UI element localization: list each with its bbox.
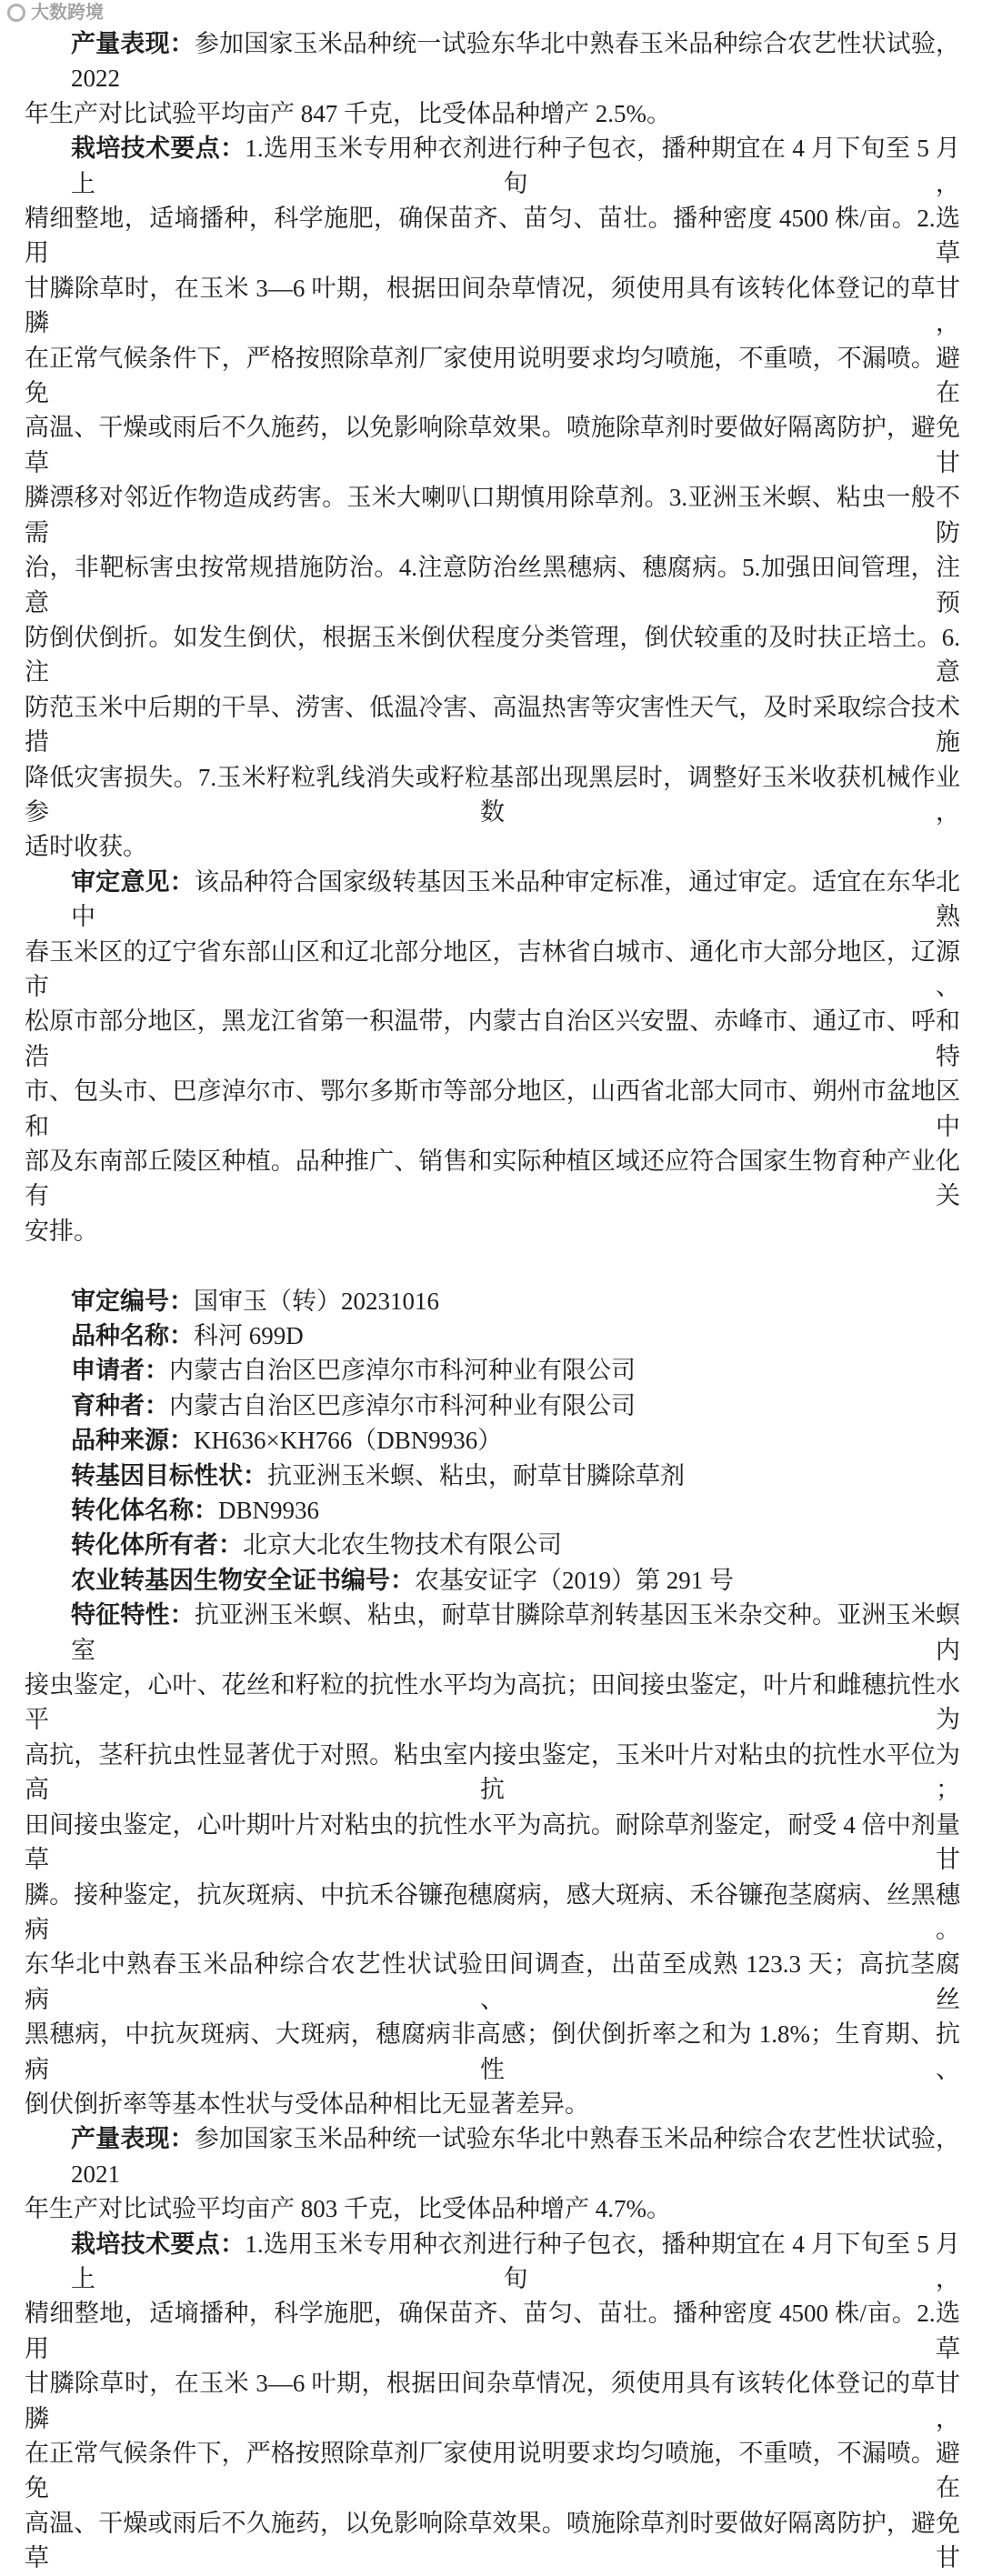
field-value: 内蒙古自治区巴彦淖尔市科河种业有限公司 xyxy=(169,1357,636,1385)
text-line xyxy=(25,1808,960,1878)
text-line xyxy=(25,131,960,201)
field-value: 北京大北农生物技术有限公司 xyxy=(243,1531,562,1559)
paragraph-text: 田间接虫鉴定，心叶期叶片对粘虫的抗性水平为高抗。耐除草剂鉴定，耐受 4 倍中剂量草甘 xyxy=(25,1810,960,1874)
paragraph-text: 精细整地，适墒播种，科学施肥，确保苗齐、苗匀、苗壮。播种密度 4500 株/亩。2.选用草 xyxy=(25,205,960,267)
watermark xyxy=(7,1,104,25)
info-field xyxy=(25,1423,960,1458)
text-line xyxy=(25,550,960,620)
field-value: 科河 699D xyxy=(194,1322,304,1350)
paragraph-text: 松原市部分地区，黑龙江省第一积温带，内蒙古自治区兴安盟、赤峰市、通辽市、呼和浩特 xyxy=(25,1007,960,1070)
paragraph-text: 适时收获。 xyxy=(25,833,147,861)
watermark-text: 大数跨境 xyxy=(31,3,104,23)
paragraph-text: 1.选用玉米专用种衣剂进行种子包衣，播种期宜在 4 月下旬至 5 月上旬， xyxy=(71,135,961,197)
paragraph-text: 甘膦除草时，在玉米 3—6 叶期，根据田间杂草情况，须使用具有该转化体登记的草甘膦， xyxy=(25,274,960,337)
text-line xyxy=(25,480,960,550)
paragraph-label: 审定意见： xyxy=(71,867,195,896)
paragraph-text: 东华北中熟春玉米品种综合农艺性状试验田间调查，出苗至成熟 123.3 天；高抗茎腐病、丝 xyxy=(25,1950,960,2013)
field-label: 育种者： xyxy=(71,1391,169,1419)
text-line xyxy=(25,2366,960,2436)
field-value: 抗亚洲玉米螟、粘虫，耐草甘膦除草剂 xyxy=(267,1461,685,1489)
paragraph-text: 治，非靶标害虫按常规措施防治。4.注意防治丝黑穗病、穗腐病。5.加强田间管理，注意预 xyxy=(25,554,960,616)
text-line xyxy=(25,96,960,131)
paragraph-label: 栽培技术要点： xyxy=(71,2230,246,2258)
paragraph-text: 该品种符合国家级转基因玉米品种审定标准，通过审定。适宜在东华北中熟 xyxy=(71,867,961,931)
info-field xyxy=(25,1353,960,1388)
paragraph-text: 防倒伏倒折。如发生倒伏，根据玉米倒伏程度分类管理，倒伏较重的及时扶正培土。6.注意 xyxy=(25,623,960,687)
field-label: 品种来源： xyxy=(71,1427,194,1455)
field-value: KH636×KH766（DBN9936） xyxy=(194,1427,503,1455)
section-spacer xyxy=(25,1248,960,1283)
paragraph-text: 接虫鉴定，心叶、花丝和籽粒的抗性水平均为高抗；田间接虫鉴定，叶片和雌穗抗性水平为 xyxy=(25,1671,960,1734)
text-line xyxy=(25,1738,960,1808)
text-line xyxy=(25,620,960,690)
info-field xyxy=(25,1318,960,1353)
info-field xyxy=(25,1528,960,1562)
text-line xyxy=(25,935,960,1005)
paragraph-text: 高温、干燥或雨后不久施药，以免影响除草效果。喷施除草剂时要做好隔离防护，避免草甘 xyxy=(25,2509,960,2572)
paragraph-text: 春玉米区的辽宁省东部山区和辽北部分地区，吉林省白城市、通化市大部分地区，辽源市、 xyxy=(25,937,960,1000)
paragraph xyxy=(25,865,960,1248)
text-line xyxy=(25,410,960,480)
info-field xyxy=(25,1493,960,1528)
watermark-logo-icon xyxy=(7,4,25,22)
text-line xyxy=(25,829,960,864)
text-line xyxy=(25,865,960,935)
paragraph-text: 精细整地，适墒播种，科学施肥，确保苗齐、苗匀、苗壮。播种密度 4500 株/亩。2.选用草 xyxy=(25,2300,960,2362)
paragraph xyxy=(25,1598,960,2121)
paragraph-text: 1.选用玉米专用种衣剂进行种子包衣，播种期宜在 4 月下旬至 5 月上旬， xyxy=(71,2230,961,2292)
paragraph-text: 黑穗病，中抗灰斑病、大斑病，穗腐病非高感；倒伏倒折率之和为 1.8%；生育期、抗病性、 xyxy=(25,2020,960,2083)
text-line xyxy=(25,2087,960,2121)
field-label: 品种名称： xyxy=(71,1322,194,1350)
text-line xyxy=(25,1144,960,1214)
paragraph-text: 安排。 xyxy=(25,1217,98,1245)
paragraph-text: 倒伏倒折率等基本性状与受体品种相比无显著差异。 xyxy=(25,2090,589,2118)
paragraph-text: 膦漂移对邻近作物造成药害。玉米大喇叭口期慎用除草剂。3.亚洲玉米螟、粘虫一般不需防 xyxy=(25,484,960,546)
text-line xyxy=(25,271,960,341)
paragraph-text: 在正常气候条件下，严格按照除草剂厂家使用说明要求均匀喷施，不重喷，不漏喷。避免在 xyxy=(25,2440,960,2502)
text-line xyxy=(25,2296,960,2366)
paragraph xyxy=(25,2227,960,2576)
text-line xyxy=(25,2506,960,2576)
paragraph-text: 部及东南部丘陵区种植。品种推广、销售和实际种植区域还应符合国家生物育种产业化有关 xyxy=(25,1148,960,1210)
text-line xyxy=(25,1074,960,1144)
text-line xyxy=(25,2191,960,2226)
paragraph-text: 高抗，茎秆抗虫性显著优于对照。粘虫室内接虫鉴定，玉米叶片对粘虫的抗性水平位为高抗； xyxy=(25,1740,960,1804)
text-line xyxy=(25,2436,960,2506)
text-line xyxy=(25,2017,960,2087)
text-line xyxy=(25,760,960,830)
paragraph xyxy=(25,131,960,865)
field-value: 农基安证字（2019）第 291 号 xyxy=(415,1566,734,1594)
text-line xyxy=(25,2121,960,2191)
paragraph-text: 高温、干燥或雨后不久施药，以免影响除草效果。喷施除草剂时要做好隔离防护，避免草甘 xyxy=(25,414,960,476)
paragraph-text: 膦。接种鉴定，抗灰斑病、中抗禾谷镰孢穗腐病，感大斑病、禾谷镰孢茎腐病、丝黑穗病。 xyxy=(25,1880,960,1943)
field-label: 农业转基因生物安全证书编号： xyxy=(71,1566,415,1594)
paragraph-text: 防范玉米中后期的干旱、涝害、低温冷害、高温热害等灾害性天气，及时采取综合技术措施 xyxy=(25,693,960,757)
text-line xyxy=(25,690,960,760)
paragraph-text: 参加国家玉米品种统一试验东华北中熟春玉米品种综合农艺性状试验，2021 xyxy=(71,2125,961,2188)
info-field xyxy=(25,1284,960,1318)
text-line xyxy=(25,1947,960,2017)
paragraph-text: 参加国家玉米品种统一试验东华北中熟春玉米品种综合农艺性状试验，2022 xyxy=(71,30,961,93)
text-line xyxy=(25,1004,960,1074)
text-line xyxy=(25,1214,960,1248)
text-line xyxy=(25,1668,960,1738)
field-label: 审定编号： xyxy=(71,1287,194,1315)
text-line xyxy=(25,1878,960,1948)
text-line xyxy=(25,201,960,271)
field-value: DBN9936 xyxy=(218,1497,320,1525)
paragraph-text: 甘膦除草时，在玉米 3—6 叶期，根据田间杂草情况，须使用具有该转化体登记的草甘膦， xyxy=(25,2370,960,2432)
paragraph xyxy=(25,26,960,131)
paragraph-label: 特征特性： xyxy=(71,1601,195,1629)
paragraph-label: 产量表现： xyxy=(71,30,195,57)
field-label: 转化体所有者： xyxy=(71,1531,243,1559)
field-label: 转基因目标性状： xyxy=(71,1461,267,1489)
info-field xyxy=(25,1563,960,1598)
document-section xyxy=(25,26,960,1248)
text-line xyxy=(25,1598,960,1668)
field-label: 转化体名称： xyxy=(71,1497,218,1525)
paragraph-label: 产量表现： xyxy=(71,2125,195,2153)
document-section xyxy=(25,1284,960,2576)
info-field xyxy=(25,1388,960,1423)
paragraph-text: 市、包头市、巴彦淖尔市、鄂尔多斯市等部分地区，山西省北部大同市、朔州市盆地区和中 xyxy=(25,1078,960,1140)
paragraph-label: 栽培技术要点： xyxy=(71,135,246,163)
paragraph-text: 年生产对比试验平均亩产 803 千克，比受体品种增产 4.7%。 xyxy=(25,2195,671,2223)
paragraph-text: 降低灾害损失。7.玉米籽粒乳线消失或籽粒基部出现黑层时，调整好玉米收获机械作业参数， xyxy=(25,763,960,826)
paragraph-text: 年生产对比试验平均亩产 847 千克，比受体品种增产 2.5%。 xyxy=(25,99,671,127)
text-line xyxy=(25,26,960,96)
field-value: 内蒙古自治区巴彦淖尔市科河种业有限公司 xyxy=(169,1391,636,1419)
field-value: 国审玉（转）20231016 xyxy=(194,1287,439,1315)
paragraph xyxy=(25,2121,960,2226)
field-label: 申请者： xyxy=(71,1357,169,1385)
text-line xyxy=(25,341,960,411)
text-line xyxy=(25,2227,960,2297)
paragraph-text: 抗亚洲玉米螟、粘虫，耐草甘膦除草剂转基因玉米杂交种。亚洲玉米螟室内 xyxy=(71,1601,961,1664)
info-field xyxy=(25,1458,960,1493)
paragraph-text: 在正常气候条件下，严格按照除草剂厂家使用说明要求均匀喷施，不重喷，不漏喷。避免在 xyxy=(25,344,960,407)
document-body xyxy=(25,26,960,2576)
